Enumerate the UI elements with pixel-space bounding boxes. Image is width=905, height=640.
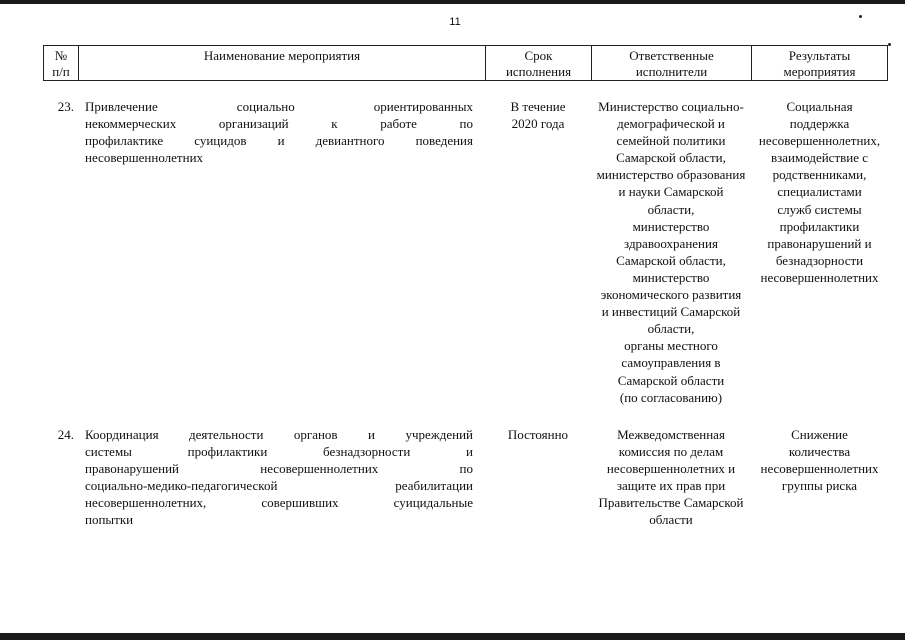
header-term: Срок исполнения (486, 46, 592, 80)
row-number: 23. (57, 99, 74, 114)
row-results: Снижение количества несовершеннолетних группы риска (760, 427, 879, 494)
row-term: Постоянно (507, 427, 569, 442)
scan-bottom-border (0, 633, 905, 640)
row-name: Координация деятельности органов и учреждений системы профилактики безнадзорности и правонарушений несовершеннолетних по социально-медико-педагогической реабилитации несовершеннолетних, совершивших суицидальные попытки (85, 427, 473, 528)
header-num: № п/п (44, 46, 79, 80)
page-number: 11 (449, 16, 461, 28)
header-results: Результаты мероприятия (783, 48, 856, 79)
row-responsible: Межведомственная комиссия по делам несовершеннолетних и защите их прав при Правительстве Самарской области (598, 427, 744, 528)
table-row (43, 98, 888, 406)
header-responsible: Ответственные исполнители (592, 46, 752, 80)
header-name: Наименование мероприятия (79, 46, 486, 80)
row-number: 24. (57, 427, 74, 442)
row-results: Социальная поддержка несовершеннолетних, взаимодействие с родственниками, специалистами служб системы профилактики правонарушений и безнадзорности несовершеннолетних (758, 99, 881, 285)
row-name: Привлечение социально ориентированных некоммерческих организаций к работе по профилактике суицидов и девиантного поведения несовершеннолетних (85, 99, 473, 166)
scan-speck (859, 15, 862, 18)
row-term: В течение 2020 года (510, 99, 566, 132)
table-header (43, 45, 888, 81)
scan-top-border (0, 0, 905, 4)
table-row (43, 426, 888, 529)
scan-speck (888, 43, 891, 46)
row-responsible: Министерство социально- демографической и семейной политики Самарской области, министерство образования и науки Самарской области, министерство здравоохранения Самарской области, министерство экономического развития и инвестиций Самарской области, органы местного самоуправления в Самарской области (по согласованию) (596, 99, 746, 405)
